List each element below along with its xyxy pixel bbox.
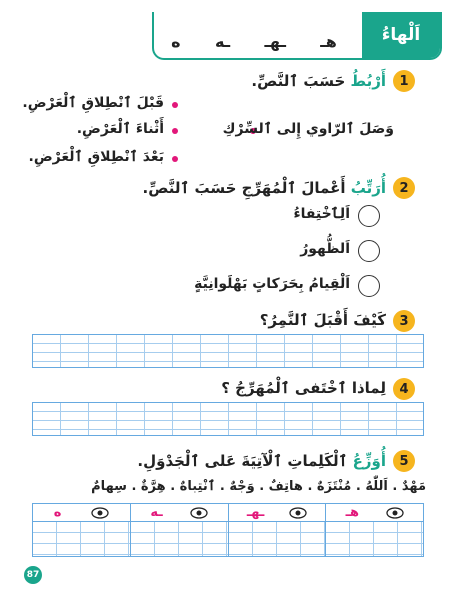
question-2-instruction xyxy=(143,179,386,197)
word-list: مَهْدٌ . اَللّٰهُ . مُنْتَزَهٌ . هاتِفٌ . وَجْهٌ . ٱنْتِباهٌ . هِرَّةٌ . سِهامٌ xyxy=(91,479,426,494)
question-3-text: كَيْفَ أَقْبَلَ ٱلنَّمِرُ؟ xyxy=(259,311,386,329)
eye-icon xyxy=(91,507,109,519)
sorting-table xyxy=(32,503,424,557)
q1-option-1[interactable]: قَبْلَ ٱنْطِلاقِ ٱلْعَرْضِ. xyxy=(22,95,164,111)
q1-left-phrase[interactable]: وَصَلَ ٱلرّاوي إِلى ٱلسِّرْكِ xyxy=(222,121,394,137)
page-number: 87 xyxy=(24,566,42,584)
table-column-final xyxy=(130,504,228,556)
question-number-1: 1 xyxy=(393,70,415,92)
column-answer-area[interactable] xyxy=(326,522,423,556)
header-tab-bar xyxy=(152,12,442,60)
table-column-medial xyxy=(228,504,326,556)
header-title: اَلْهاءُ xyxy=(362,12,440,58)
letter-forms xyxy=(154,28,354,54)
q1-option-2[interactable]: أَثْناءَ ٱلْعَرْضِ. xyxy=(76,121,164,137)
eye-icon xyxy=(386,507,404,519)
question-2-text: أَعْمالَ ٱلْمُهَرِّجِ حَسَبَ ٱلنَّصِّ. xyxy=(142,179,351,197)
question-number-5: 5 xyxy=(393,450,415,472)
letter-form-medial: ـهـ xyxy=(264,31,286,51)
bullet-dot xyxy=(172,128,178,134)
q1-option-3[interactable]: بَعْدَ ٱنْطِلاقِ ٱلْعَرْضِ. xyxy=(28,149,164,165)
letter-form-final: ـه xyxy=(214,31,231,51)
eye-icon xyxy=(190,507,208,519)
column-header xyxy=(131,504,228,522)
q2-item-2: اَلظُّهورُ xyxy=(300,241,350,257)
question-2-keyword: أُرَتِّبُ xyxy=(350,179,386,197)
column-header xyxy=(229,504,326,522)
question-1-text: حَسَبَ ٱلنَّصِّ. xyxy=(251,72,351,90)
question-1-instruction xyxy=(251,72,386,90)
question-5-keyword: أُوَزِّعُ xyxy=(352,452,386,470)
question-1-keyword: أَرْبُطُ xyxy=(350,72,386,90)
answer-lines-3[interactable] xyxy=(32,334,424,368)
question-4-text: لِماذا ٱخْتَفى ٱلْمُهَرِّجُ ؟ xyxy=(221,379,386,397)
letter-form-isolated: ه xyxy=(171,31,181,51)
question-5-text: ٱلْكَلِماتِ ٱلْآتِيَةَ عَلى ٱلْجَدْوَلِ. xyxy=(137,452,353,470)
order-circle-3[interactable] xyxy=(358,275,380,297)
q2-item-3: اَلْقِيامُ بِحَرَكاتٍ بَهْلَوانِيَّةٍ xyxy=(194,276,350,292)
column-letter-form: ه xyxy=(53,505,62,520)
column-letter-form: ـه xyxy=(150,505,163,520)
column-letter-form: هـ xyxy=(345,505,360,520)
answer-lines-4[interactable] xyxy=(32,402,424,436)
question-5-instruction xyxy=(137,452,386,470)
table-column-isolated xyxy=(33,504,130,556)
column-header xyxy=(326,504,423,522)
question-number-4: 4 xyxy=(393,378,415,400)
eye-icon xyxy=(289,507,307,519)
column-answer-area[interactable] xyxy=(131,522,228,556)
question-number-3: 3 xyxy=(393,310,415,332)
table-column-initial xyxy=(325,504,423,556)
bullet-dot xyxy=(172,156,178,162)
order-circle-1[interactable] xyxy=(358,205,380,227)
column-answer-area[interactable] xyxy=(229,522,326,556)
column-answer-area[interactable] xyxy=(33,522,130,556)
bullet-dot xyxy=(172,102,178,108)
order-circle-2[interactable] xyxy=(358,240,380,262)
question-number-2: 2 xyxy=(393,177,415,199)
q2-item-1: اَلِٱخْتِفاءُ xyxy=(293,206,350,222)
column-header xyxy=(33,504,130,522)
letter-form-initial: هـ xyxy=(320,31,337,51)
column-letter-form: ـهـ xyxy=(246,505,265,520)
